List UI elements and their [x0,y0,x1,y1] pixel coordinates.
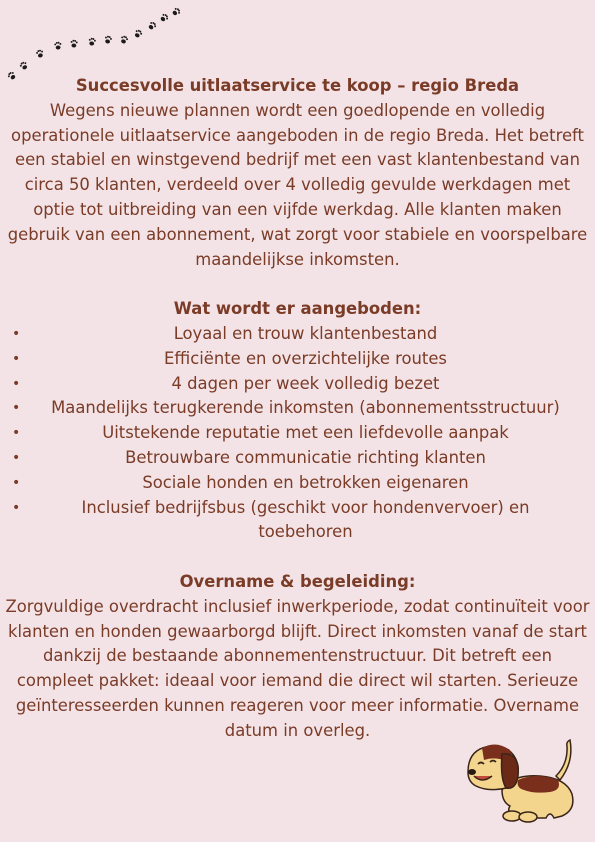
list-item: • Efficiënte en overzichtelijke routes [0,347,595,372]
bullet-icon: • [12,400,21,417]
bullet-icon: • [12,499,21,516]
beagle-dog-icon [462,732,582,824]
spacer [0,545,595,570]
flyer-content [0,74,595,744]
list-item: • Uitstekende reputatie met een liefdevolle aanpak [0,421,595,446]
bullet-icon: • [12,350,21,367]
list-item: • Inclusief bedrijfsbus (geschikt voor hondenvervoer) en toebehoren [12,497,530,542]
list-item: • Loyaal en trouw klantenbestand [0,322,595,347]
bullet-icon: • [12,425,21,442]
takeover-heading: Overname & begeleiding: [179,571,416,591]
bullet-icon: • [12,325,21,342]
list-item: • Betrouwbare communicatie richting klanten [0,446,595,471]
spacer [0,272,595,297]
intro-paragraph: Wegens nieuwe plannen wordt een goedlopende en volledig operationele uitlaatservice aangeboden in de regio Breda. Het betreft een stabiel en winstgevend bedrijf met een vast klantenbestand van circa 50 klanten, verdeeld over 4 volledig gevulde werkdagen met optie tot uitbreiding van een vijfde werkdag. Alle klanten maken gebruik van een abonnement, wat zorgt voor stabiele en voorspelbare maandelijkse inkomsten. [7,100,588,269]
bullet-icon: • [12,474,21,491]
list-item: • 4 dagen per week volledig bezet [0,372,595,397]
bullet-icon: • [12,449,21,466]
takeover-paragraph: Zorgvuldige overdracht inclusief inwerkperiode, zodat continuïteit voor klanten en honden gewaarborgd blijft. Direct inkomsten vanaf de start dankzij de bestaande abonnementenstructuur. Dit betreft een compleet pakket: ideaal voor iemand die direct wil starten. Serieuze geïnteresseerden kunnen reageren voor meer informatie. Overname datum in overleg. [5,596,590,740]
offer-list [0,322,595,545]
offer-heading: Wat wordt er aangeboden: [173,299,422,319]
list-item: • Maandelijks terugkerende inkomsten (abonnementsstructuur) [0,396,595,421]
flyer-title: Succesvolle uitlaatservice te koop – regio Breda [75,76,520,95]
bullet-icon: • [12,375,21,392]
list-item: • Sociale honden en betrokken eigenaren [0,471,595,496]
